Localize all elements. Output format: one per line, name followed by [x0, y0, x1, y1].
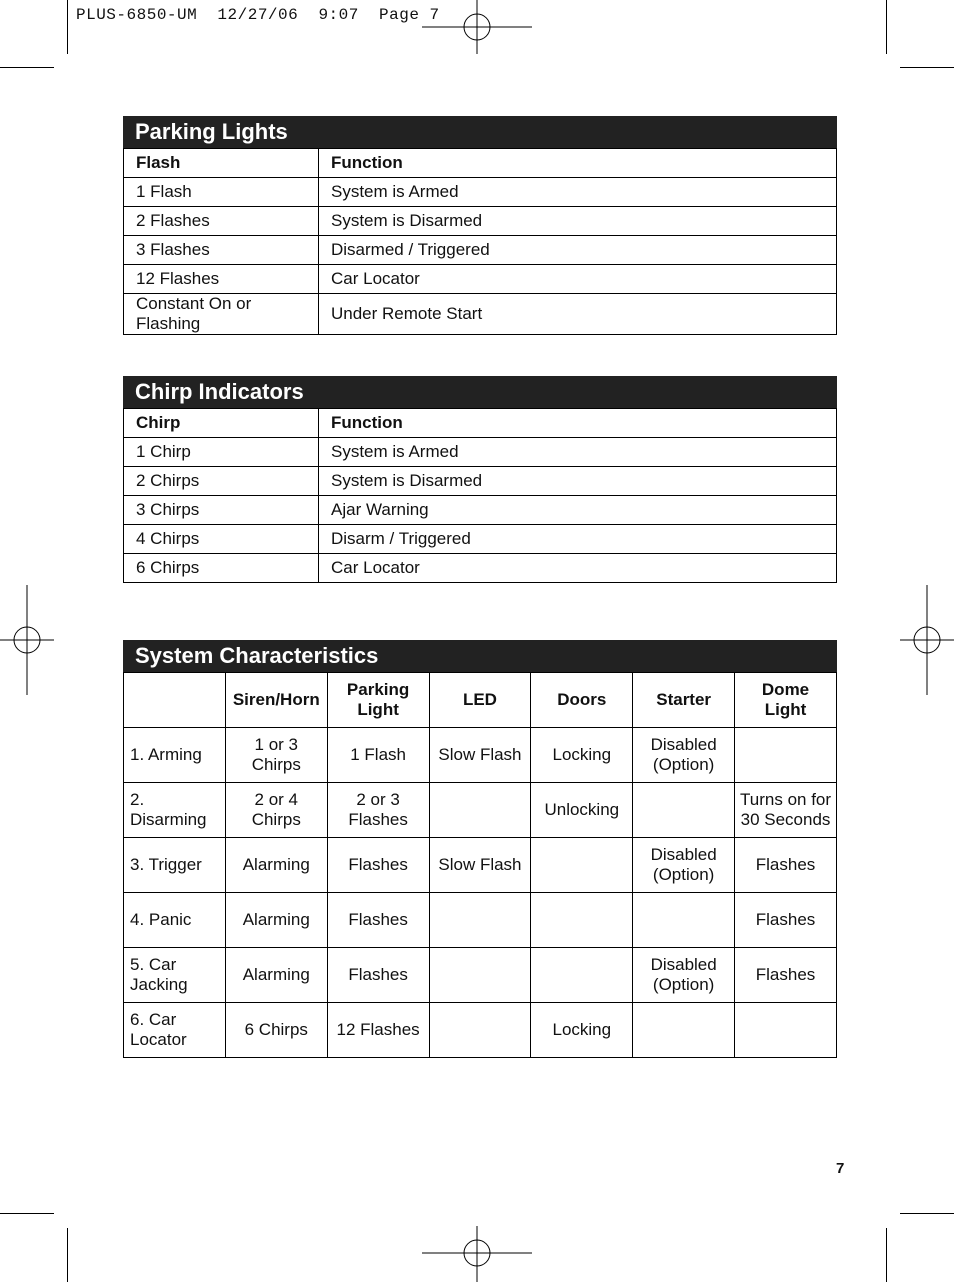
table-cell: 6. Car Locator — [124, 1003, 226, 1058]
table-cell: Disabled (Option) — [633, 728, 735, 783]
print-slug: PLUS-6850-UM 12/27/06 9:07 Page 7 — [76, 6, 440, 24]
column-header: Parking Light — [327, 673, 429, 728]
table-cell: 1 Flash — [327, 728, 429, 783]
table-cell: 3. Trigger — [124, 838, 226, 893]
page-number: 7 — [836, 1160, 845, 1177]
table-cell: System is Disarmed — [319, 207, 837, 236]
table-row — [124, 525, 837, 554]
crop-mark — [900, 1213, 954, 1214]
table-row — [124, 496, 837, 525]
table-cell: 12 Flashes — [327, 1003, 429, 1058]
table-cell: Under Remote Start — [319, 294, 837, 335]
table-row — [124, 554, 837, 583]
table-cell — [429, 783, 531, 838]
column-header: Siren/Horn — [225, 673, 327, 728]
crop-mark — [900, 67, 954, 68]
registration-mark-right — [900, 585, 954, 695]
table-row — [124, 783, 837, 838]
crop-mark — [0, 67, 54, 68]
table-cell: Flashes — [735, 838, 837, 893]
table-header-row — [124, 673, 837, 728]
table-cell: 6 Chirps — [124, 554, 319, 583]
table-cell: 1. Arming — [124, 728, 226, 783]
registration-mark-left — [0, 585, 54, 695]
column-header: Starter — [633, 673, 735, 728]
table-cell: 2 Flashes — [124, 207, 319, 236]
table-cell — [633, 1003, 735, 1058]
table-cell: 2 Chirps — [124, 467, 319, 496]
column-header: Dome Light — [735, 673, 837, 728]
column-header: Function — [319, 409, 837, 438]
table-row — [124, 265, 837, 294]
table-cell: Disabled (Option) — [633, 948, 735, 1003]
table-cell: System is Armed — [319, 438, 837, 467]
table-cell — [429, 893, 531, 948]
table-cell: Alarming — [225, 838, 327, 893]
table-cell — [531, 948, 633, 1003]
table-row — [124, 948, 837, 1003]
table-header-row — [124, 149, 837, 178]
table-cell: Car Locator — [319, 554, 837, 583]
table-cell: 1 or 3 Chirps — [225, 728, 327, 783]
table-cell: Flashes — [735, 893, 837, 948]
crop-mark — [886, 1228, 887, 1282]
table-cell: 2 or 4 Chirps — [225, 783, 327, 838]
table-cell: Slow Flash — [429, 728, 531, 783]
table-cell — [531, 838, 633, 893]
table-cell: Disarm / Triggered — [319, 525, 837, 554]
table-cell — [735, 1003, 837, 1058]
table-row — [124, 178, 837, 207]
table-cell — [429, 948, 531, 1003]
table-cell — [429, 1003, 531, 1058]
table-cell: Turns on for 30 Seconds — [735, 783, 837, 838]
table-cell: 6 Chirps — [225, 1003, 327, 1058]
table-cell: 12 Flashes — [124, 265, 319, 294]
table-cell: System is Disarmed — [319, 467, 837, 496]
table-cell — [633, 783, 735, 838]
table-cell: 2. Disarming — [124, 783, 226, 838]
parking-lights-table — [123, 116, 837, 335]
registration-mark-top — [422, 0, 532, 54]
table-cell: Disabled (Option) — [633, 838, 735, 893]
table-row — [124, 893, 837, 948]
table-row — [124, 1003, 837, 1058]
table-cell: Alarming — [225, 948, 327, 1003]
table-cell — [531, 893, 633, 948]
parking-lights-title: Parking Lights — [123, 116, 837, 148]
crop-mark — [886, 0, 887, 54]
table-row — [124, 467, 837, 496]
table-cell: Locking — [531, 1003, 633, 1058]
table-row — [124, 236, 837, 265]
table-row — [124, 728, 837, 783]
table-row — [124, 438, 837, 467]
column-header: Function — [319, 149, 837, 178]
column-header — [124, 673, 226, 728]
table-cell: Flashes — [327, 838, 429, 893]
table-cell — [735, 728, 837, 783]
chirp-indicators-title: Chirp Indicators — [123, 376, 837, 408]
table-cell: Flashes — [327, 893, 429, 948]
table-cell: 4 Chirps — [124, 525, 319, 554]
table-cell: 1 Flash — [124, 178, 319, 207]
crop-mark — [67, 0, 68, 54]
table-cell: Flashes — [735, 948, 837, 1003]
table-cell: 2 or 3 Flashes — [327, 783, 429, 838]
table-cell: Slow Flash — [429, 838, 531, 893]
table-cell: 5. Car Jacking — [124, 948, 226, 1003]
table-cell — [633, 893, 735, 948]
table-row — [124, 207, 837, 236]
table-row — [124, 294, 837, 335]
column-header: Chirp — [124, 409, 319, 438]
column-header: LED — [429, 673, 531, 728]
table-cell: Unlocking — [531, 783, 633, 838]
table-cell: Locking — [531, 728, 633, 783]
table-cell: Disarmed / Triggered — [319, 236, 837, 265]
table-cell: Constant On or Flashing — [124, 294, 319, 335]
table-cell: 1 Chirp — [124, 438, 319, 467]
crop-mark — [67, 1228, 68, 1282]
table-header-row — [124, 409, 837, 438]
table-cell: System is Armed — [319, 178, 837, 207]
column-header: Doors — [531, 673, 633, 728]
table-cell: Flashes — [327, 948, 429, 1003]
table-cell: Alarming — [225, 893, 327, 948]
crop-mark — [0, 1213, 54, 1214]
system-characteristics-table — [123, 640, 837, 1058]
registration-mark-bottom — [422, 1226, 532, 1282]
table-row — [124, 838, 837, 893]
table-cell: Car Locator — [319, 265, 837, 294]
chirp-indicators-table — [123, 376, 837, 583]
table-cell: Ajar Warning — [319, 496, 837, 525]
table-cell: 3 Flashes — [124, 236, 319, 265]
column-header: Flash — [124, 149, 319, 178]
system-characteristics-title: System Characteristics — [123, 640, 837, 672]
table-cell: 3 Chirps — [124, 496, 319, 525]
table-cell: 4. Panic — [124, 893, 226, 948]
